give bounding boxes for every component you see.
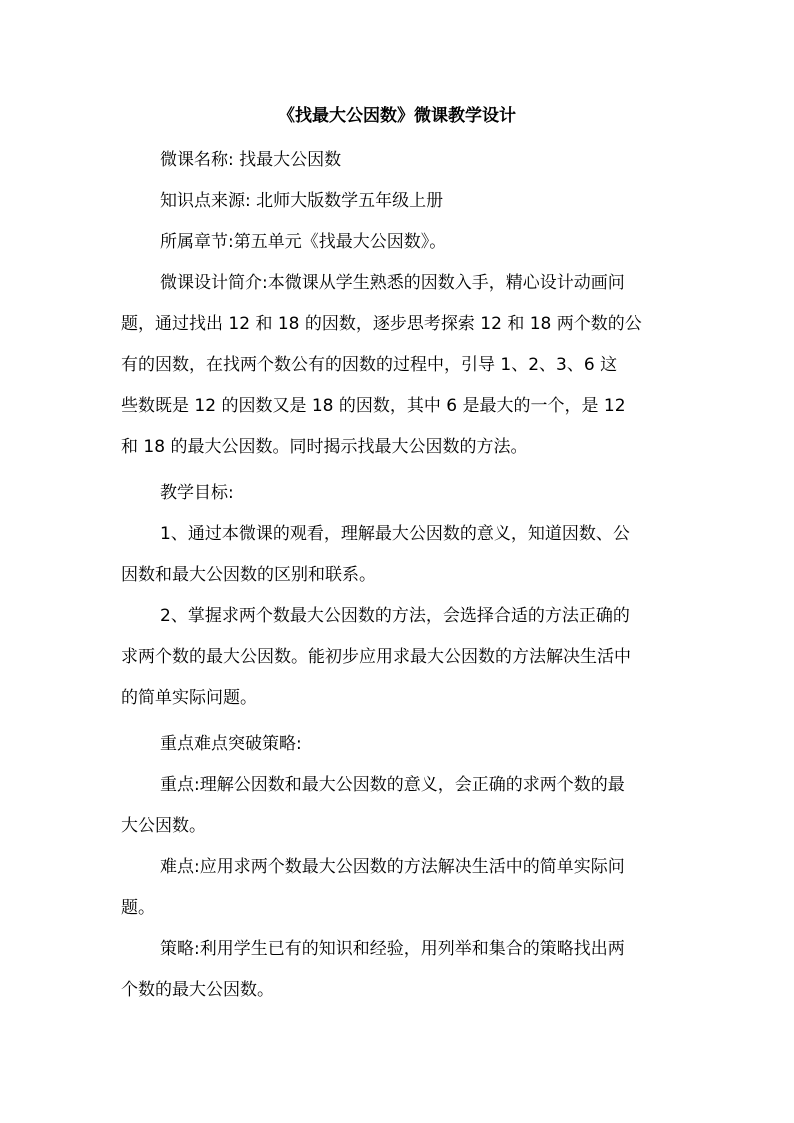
difficulty-line-1: 难点:应用求两个数最大公因数的方法解决生活中的简单实际问 (160, 857, 625, 877)
course-name-line: 微课名称: 找最大公因数 (160, 150, 342, 170)
goals-heading: 教学目标: (160, 483, 234, 503)
strategy-line-1: 策略:利用学生已有的知识和经验，用列举和集合的策略找出两 (160, 939, 625, 959)
document-title: 《找最大公因数》微课教学设计 (278, 106, 516, 126)
knowledge-source-line: 知识点来源: 北师大版数学五年级上册 (160, 191, 444, 211)
strategy-line-2: 个数的最大公因数。 (121, 980, 274, 1000)
intro-line-1: 微课设计简介:本微课从学生熟悉的因数入手，精心设计动画问 (160, 273, 625, 293)
chapter-line: 所属章节:第五单元《找最大公因数》。 (160, 232, 447, 252)
intro-line-3: 有的因数，在找两个数公有的因数的过程中，引导 1、2、3、6 这 (121, 355, 618, 375)
intro-line-5: 和 18 的最大公因数。同时揭示找最大公因数的方法。 (121, 437, 528, 457)
intro-line-4: 些数既是 12 的因数又是 18 的因数，其中 6 是最大的一个，是 12 (121, 396, 626, 416)
key-point-line-1: 重点:理解公因数和最大公因数的意义，会正确的求两个数的最 (160, 775, 625, 795)
goal-2-line-1: 2、掌握求两个数最大公因数的方法，会选择合适的方法正确的 (160, 606, 630, 626)
goal-1-line-1: 1、通过本微课的观看，理解最大公因数的意义，知道因数、公 (160, 524, 630, 544)
goal-2-line-3: 的简单实际问题。 (121, 688, 257, 708)
goal-2-line-2: 求两个数的最大公因数。能初步应用求最大公因数的方法解决生活中 (121, 647, 631, 667)
intro-line-2: 题，通过找出 12 和 18 的因数，逐步思考探索 12 和 18 两个数的公 (121, 314, 642, 334)
strategy-heading: 重点难点突破策略: (160, 734, 302, 754)
key-point-line-2: 大公因数。 (121, 816, 206, 836)
difficulty-line-2: 题。 (121, 898, 155, 918)
goal-1-line-2: 因数和最大公因数的区别和联系。 (121, 565, 376, 585)
